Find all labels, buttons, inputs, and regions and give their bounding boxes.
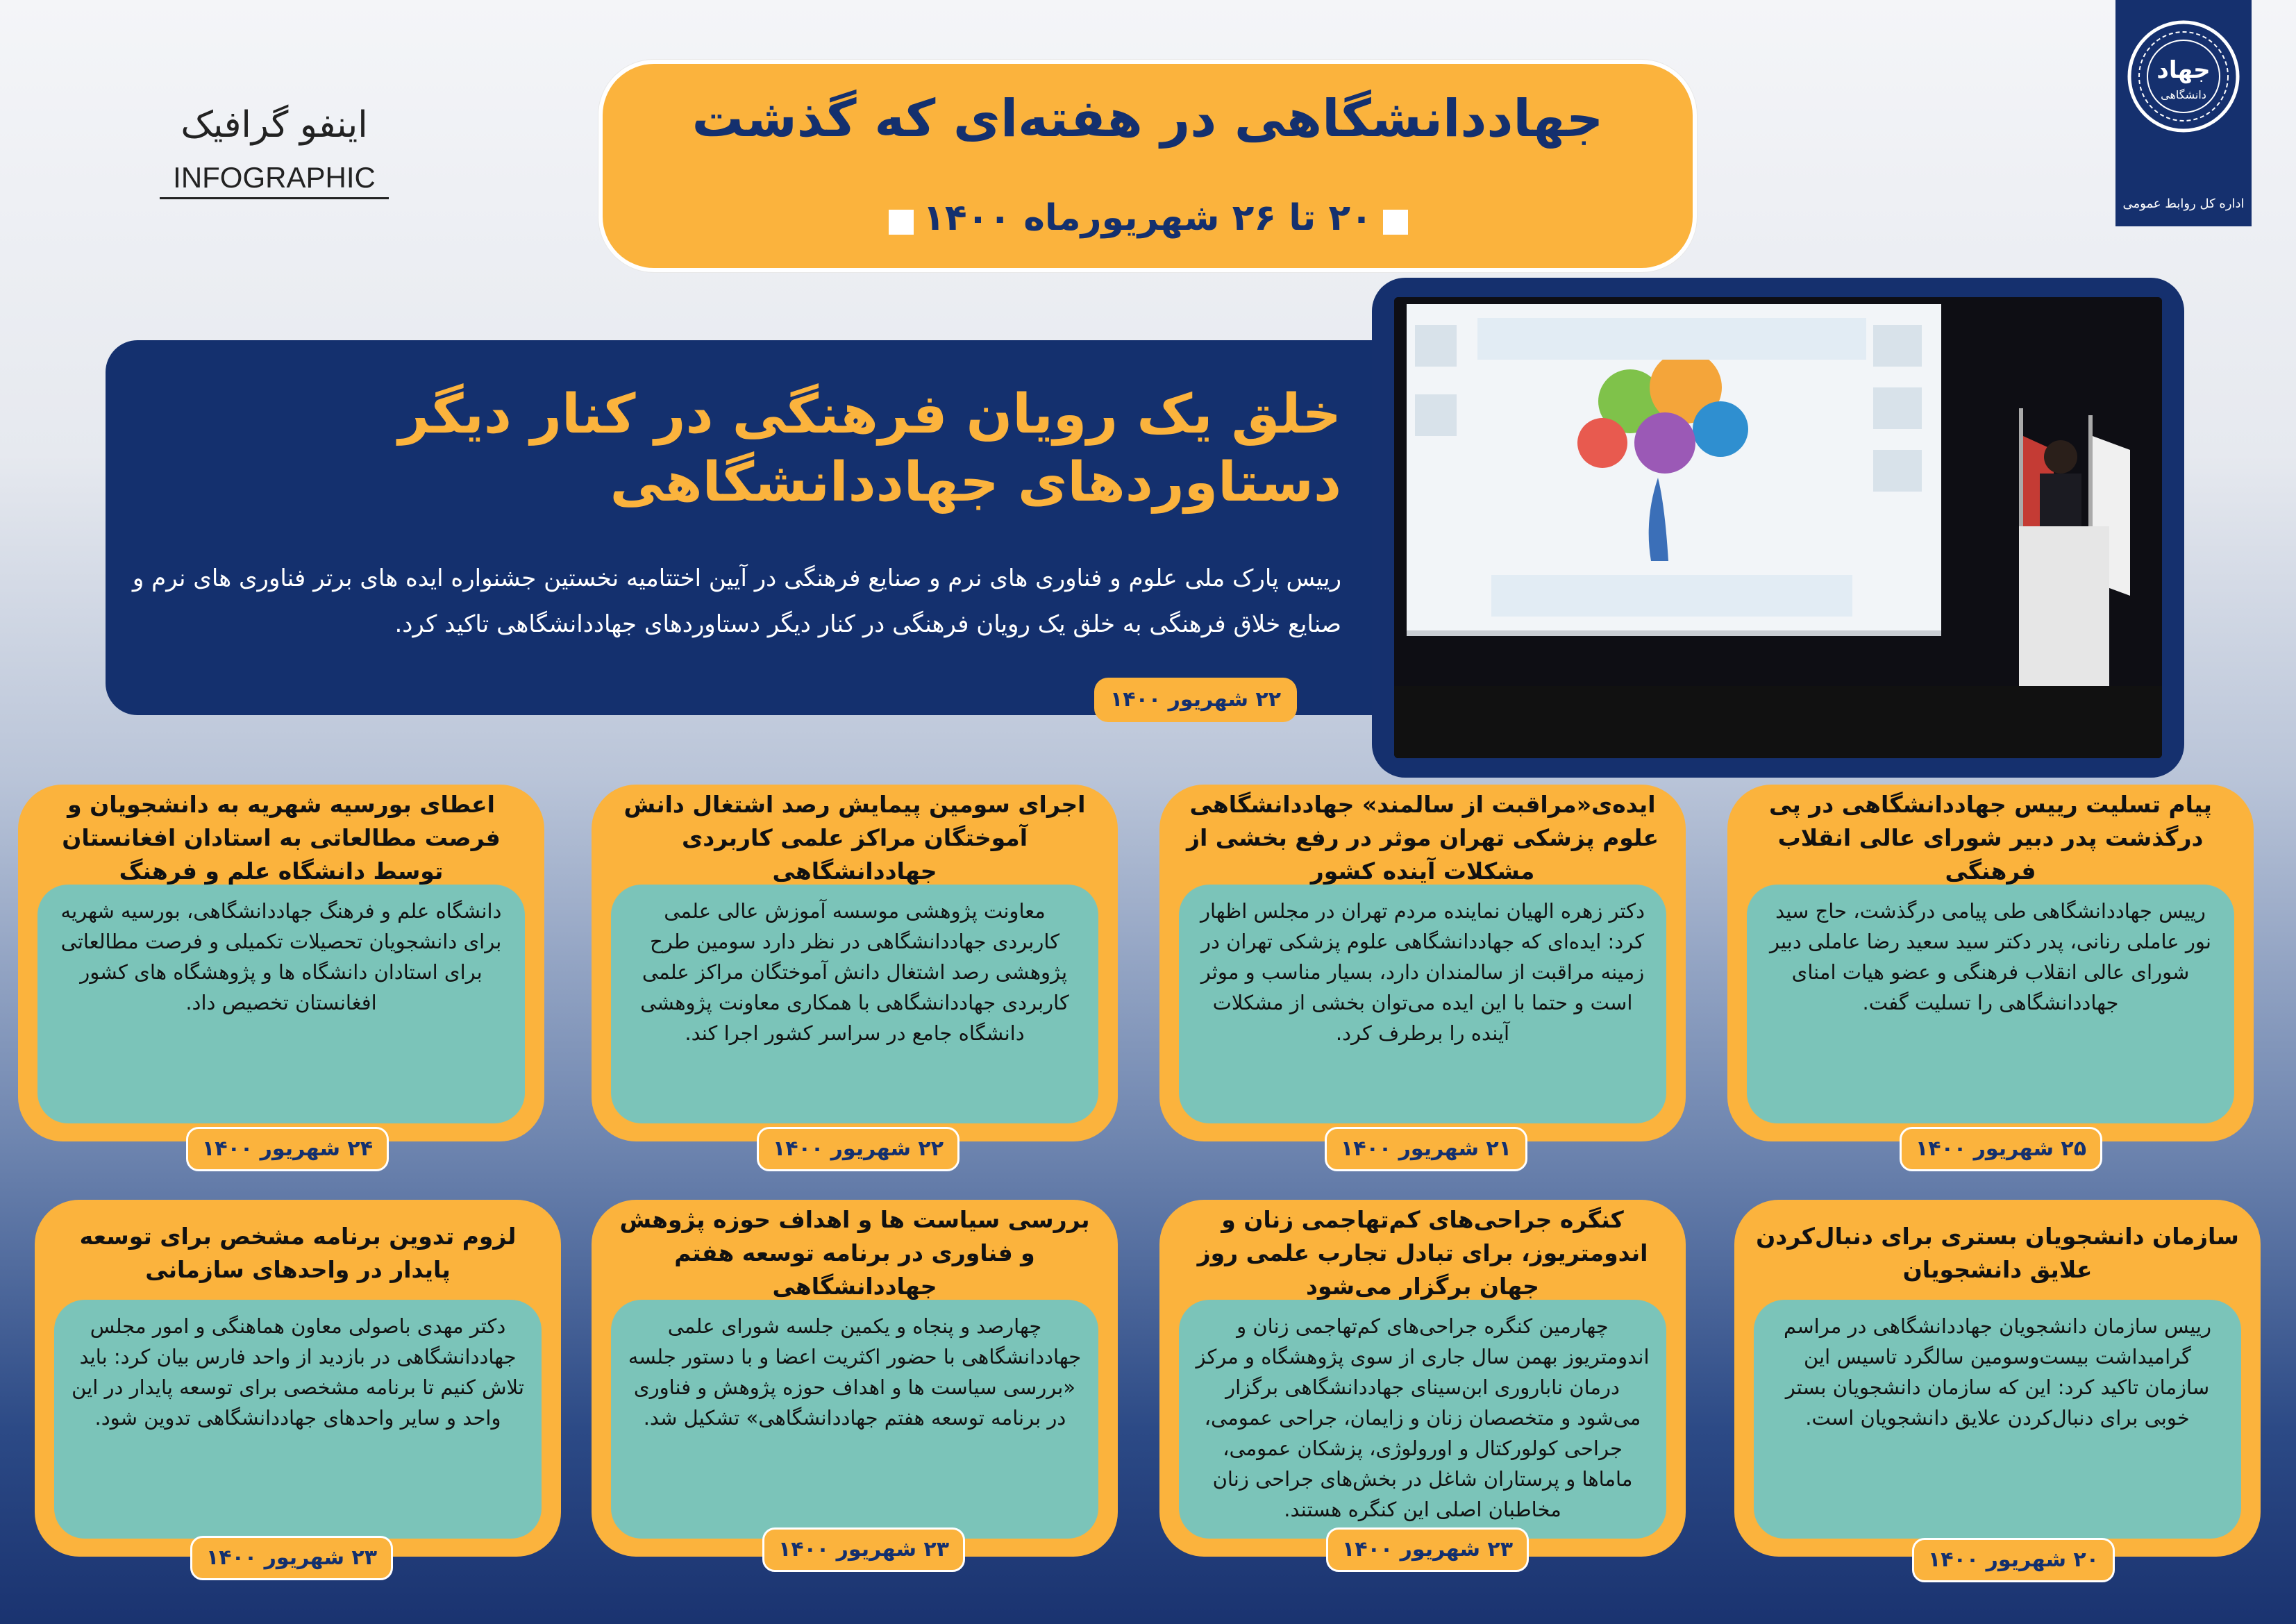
news-card-body bbox=[611, 885, 1098, 1123]
news-card-title: ایده‌ی«مراقبت از سالمند» جهاددانشگاهی علوم پزشکی تهران موثر در رفع بخشی از مشکلات آینده کشور bbox=[1186, 791, 1659, 885]
logo-caption: اداره کل روابط عمومی bbox=[2122, 196, 2245, 211]
infographic-label-en: INFOGRAPHIC bbox=[160, 161, 389, 199]
news-card-text: دکتر مهدی باصولی معاون هماهنگی و امور مجلس جهاددانشگاهی در بازدید از واحد فارس بیان کرد: باید تلاش کنیم تا برنامه مشخصی برای توسعه پایدار در این واحد و سایر واحدهای جهاددانشگاهی تدوین شود. bbox=[72, 1314, 524, 1430]
news-card[interactable] bbox=[1727, 785, 2254, 1141]
news-card-date: ۲۵ شهریور ۱۴۰۰ bbox=[1900, 1127, 2102, 1171]
news-card[interactable] bbox=[18, 785, 544, 1141]
news-card-title: پیام تسلیت رییس جهاددانشگاهی در پی درگذشت پدر دبیر شورای عالی انقلاب فرهنگی bbox=[1769, 791, 2212, 885]
featured-story bbox=[106, 340, 1404, 715]
news-card[interactable] bbox=[35, 1200, 561, 1557]
news-card-date: ۲۳ شهریور ۱۴۰۰ bbox=[1326, 1527, 1529, 1572]
news-card-text: چهارصد و پنجاه و یکمین جلسه شورای علمی جهاددانشگاهی با حضور اکثریت اعضا و با دستور جلسه «بررسی سیاست ها و اهداف حوزه پژوهش و فناوری در برنامه توسعه هفتم جهاددانشگاهی» تشکیل شد. bbox=[628, 1314, 1082, 1430]
news-card[interactable] bbox=[1159, 1200, 1686, 1557]
news-card-body bbox=[611, 1300, 1098, 1539]
news-card-text: دکتر زهره الهیان نماینده مردم تهران در مجلس اظهار کرد: ایده‌ای که جهاددانشگاهی علوم پزشکی تهران در زمینه مراقبت از سالمندان دارد، بسیار مناسب و موثر است و حتما با این ایده می‌توان بخشی از مشکلات آینده را برطرف کرد. bbox=[1200, 899, 1645, 1045]
news-card-title: لزوم تدوین برنامه مشخص برای توسعه پایدار در واحدهای سازمانی bbox=[79, 1223, 517, 1283]
news-card-title: اجرای سومین پیمایش رصد اشتغال دانش آموختگان مراکز علمی کاربردی جهاددانشگاهی bbox=[623, 791, 1086, 885]
news-card-body bbox=[1747, 885, 2234, 1123]
news-card-body bbox=[1754, 1300, 2241, 1539]
logo-subword: دانشگاهی bbox=[2161, 88, 2206, 101]
news-card-text: رییس جهاددانشگاهی طی پیامی درگذشت، حاج سید نور عاملی رنانی، پدر دکتر سید سعید رضا عاملی دبیر شورای عالی انقلاب فرهنگی و عضو هیات امنای جهاددانشگاهی را تسلیت گفت. bbox=[1770, 899, 2211, 1014]
page-title: جهاددانشگاهی در هفته‌ای که گذشت bbox=[692, 89, 1604, 149]
news-card-date: ۲۲ شهریور ۱۴۰۰ bbox=[757, 1127, 960, 1171]
featured-title-line2: دستاوردهای جهاددانشگاهی bbox=[610, 451, 1341, 514]
news-card-date: ۲۰ شهریور ۱۴۰۰ bbox=[1912, 1538, 2115, 1582]
date-range: ۲۰ تا ۲۶ شهریورماه ۱۴۰۰ bbox=[923, 197, 1373, 239]
news-card-text: رییس سازمان دانشجویان جهاددانشگاهی در مراسم گرامیداشت بیست‌وسومین سالگرد تاسیس این سازمان تاکید کرد: این که سازمان دانشجویان بستر خوبی برای دنبال‌کردن علایق دانشجویان است. bbox=[1784, 1314, 2211, 1430]
emblem-icon bbox=[2124, 17, 2243, 136]
featured-title-line1: خلق یک رویان فرهنگی در کنار دیگر bbox=[398, 383, 1341, 446]
news-card-text: چهارمین کنگره جراحی‌های کم‌تهاجمی زنان و اندومتریوز بهمن سال جاری از سوی پژوهشگاه و مرکز درمان ناباروری ابن‌سینای جهاددانشگاهی برگزار می‌شود و متخصصان زنان و زایمان، جراحی عمومی، جراحی کولورکتال و اورولوژی، پزشکان عمومی، ماماها و پرستاران شاغل در بخش‌های جراحی زنان مخاطبان اصلی این کنگره هستند. bbox=[1196, 1314, 1650, 1521]
news-card-body bbox=[1179, 885, 1666, 1123]
organization-logo bbox=[2115, 0, 2252, 226]
news-card-body bbox=[1179, 1300, 1666, 1539]
featured-text: رییس پارک ملی علوم و فناوری های نرم و صنایع فرهنگی در آیین اختتامیه نخستین جشنواره ایده های برتر فناوری های نرم و صنایع خلاق فرهنگی به خلق یک رویان فرهنگی در کنار دیگر دستاوردهای جهاددانشگاهی تاکید کرد. bbox=[132, 564, 1341, 638]
infographic-label-fa: اینفو گرافیک bbox=[181, 104, 368, 146]
news-card-body bbox=[37, 885, 525, 1123]
news-card-date: ۲۴ شهریور ۱۴۰۰ bbox=[186, 1127, 389, 1171]
news-card-title: کنگره جراحی‌های کم‌تهاجمی زنان و اندومتریوز، برای تبادل تجارب علمی روز جهان برگزار می‌شود bbox=[1197, 1206, 1648, 1300]
news-card-text: معاونت پژوهشی موسسه آموزش عالی علمی کاربردی جهاددانشگاهی در نظر دارد سومین طرح پژوهشی رصد اشتغال دانش آموختگان مراکز علمی کاربردی جهاددانشگاهی با همکاری معاونت پژوهشی دانشگاه جامع در سراسر کشور اجرا کند. bbox=[640, 899, 1069, 1045]
news-card[interactable] bbox=[1734, 1200, 2261, 1557]
news-card-body bbox=[54, 1300, 542, 1539]
news-card[interactable] bbox=[592, 785, 1118, 1141]
news-card-title: اعطای بورسیه شهریه به دانشجویان و فرصت مطالعاتی به استادان افغانستان توسط دانشگاه علم و فرهنگ bbox=[62, 791, 501, 885]
news-card[interactable] bbox=[592, 1200, 1118, 1557]
news-card-text: دانشگاه علم و فرهنگ جهاددانشگاهی، بورسیه شهریه برای دانشجویان تحصیلات تکمیلی و فرصت مطالعاتی برای استادان دانشگاه ها و پژوهشگاه های کشور افغانستان تخصیص داد. bbox=[60, 899, 502, 1014]
featured-date-badge: ۲۲ شهریور ۱۴۰۰ bbox=[1094, 678, 1297, 722]
news-card-date: ۲۱ شهریور ۱۴۰۰ bbox=[1325, 1127, 1527, 1171]
featured-photo-frame bbox=[1372, 278, 2184, 778]
logo-word: جهاد bbox=[2156, 56, 2211, 84]
news-card-date: ۲۳ شهریور ۱۴۰۰ bbox=[190, 1536, 393, 1580]
news-card[interactable] bbox=[1159, 785, 1686, 1141]
header-square-right bbox=[1383, 210, 1408, 235]
news-card-title: سازمان دانشجویان بستری برای دنبال‌کردن علایق دانشجویان bbox=[1756, 1223, 2239, 1283]
news-card-date: ۲۳ شهریور ۱۴۰۰ bbox=[762, 1527, 965, 1572]
event-photo-illustration bbox=[1394, 297, 2162, 758]
header-banner bbox=[598, 60, 1697, 272]
event-photo bbox=[1394, 297, 2162, 758]
news-card-title: بررسی سیاست ها و اهداف حوزه پژوهش و فناوری در برنامه توسعه هفتم جهاددانشگاهی bbox=[619, 1206, 1090, 1300]
